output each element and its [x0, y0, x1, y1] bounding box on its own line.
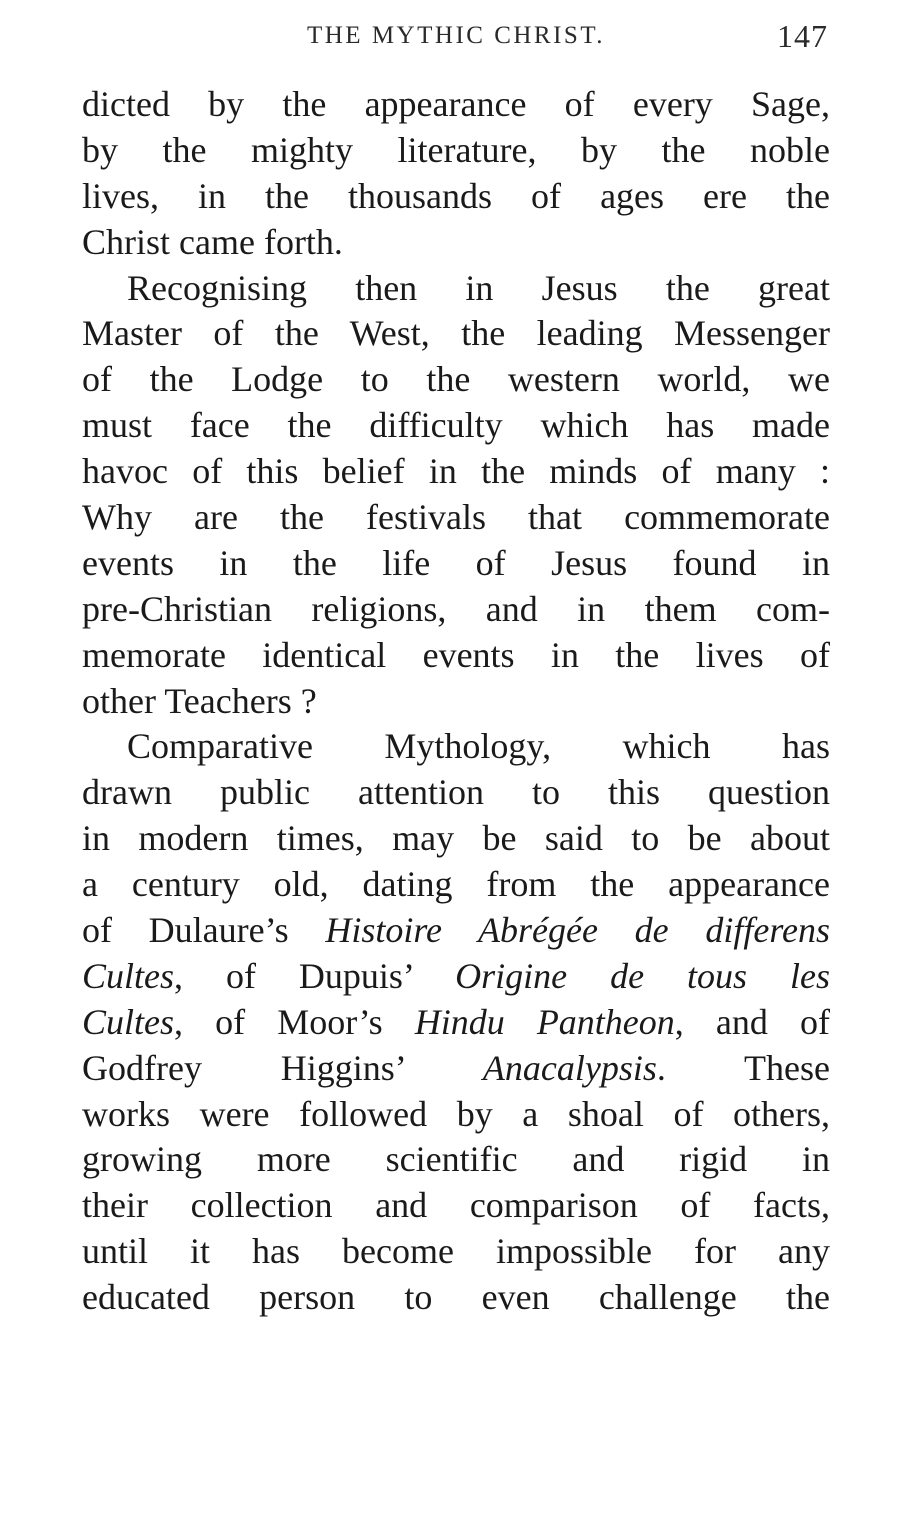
running-head [80, 18, 832, 58]
text-line: dicted by the appearance of every Sage, [82, 84, 830, 124]
text-line [82, 954, 830, 1000]
text-run: , and of [674, 1001, 830, 1042]
text-line [82, 908, 830, 954]
text-run: , of Dupuis’ [174, 955, 456, 996]
text-line: of the Lodge to the western world, we [82, 359, 830, 400]
text-line: lives, in the thousands of ages ere the [82, 175, 830, 216]
text-run: Godfrey Higgins’ [82, 1047, 483, 1088]
paragraph-1 [82, 82, 830, 266]
book-title: Origine de tous les [455, 955, 830, 996]
text-line: by the mighty literature, by the noble [82, 129, 830, 170]
text-line: memorate identical events in the lives of [82, 634, 830, 675]
text-line: havoc of this belief in the minds of many : [82, 451, 830, 492]
text-line: works were followed by a shoal of others, [82, 1093, 830, 1134]
body-text [82, 82, 830, 1321]
page-number: 147 [777, 18, 828, 54]
book-title: Histoire Abrégée de differens [325, 910, 830, 951]
paragraph-2 [82, 266, 830, 725]
text-line [82, 1046, 830, 1092]
text-run: , of Moor’s [174, 1001, 415, 1042]
text-line: other Teachers ? [82, 680, 317, 721]
running-title: THE MYTHIC CHRIST. [306, 22, 605, 49]
book-title: Hindu Pantheon [414, 1001, 675, 1042]
text-run: of Dulaure’s [82, 910, 326, 951]
text-line: Recognising then in Jesus the great [127, 267, 830, 308]
text-line: events in the life of Jesus found in [82, 542, 830, 583]
text-line: Christ came forth. [82, 221, 343, 262]
text-line: their collection and comparison of facts, [82, 1185, 830, 1226]
text-line: pre-Christian religions, and in them com- [82, 588, 830, 629]
text-line: growing more scientific and rigid in [82, 1139, 830, 1180]
book-title: Anacalypsis [482, 1047, 657, 1088]
text-line: must face the difficulty which has made [82, 405, 830, 446]
text-run: . These [656, 1047, 830, 1088]
paragraph-3 [82, 724, 830, 1321]
text-line: educated person to even challenge the [82, 1277, 830, 1318]
text-line: in modern times, may be said to be about [82, 818, 830, 859]
book-title: Cultes [82, 1001, 175, 1042]
text-line: until it has become impossible for any [82, 1231, 830, 1272]
text-line: Master of the West, the leading Messenger [82, 313, 830, 354]
text-line: Comparative Mythology, which has [127, 726, 830, 767]
text-line: Why are the festivals that commemorate [82, 497, 830, 538]
text-line: drawn public attention to this question [82, 772, 830, 813]
text-line [82, 1000, 830, 1046]
text-line: a century old, dating from the appearance [82, 864, 830, 905]
book-title: Cultes [82, 955, 175, 996]
